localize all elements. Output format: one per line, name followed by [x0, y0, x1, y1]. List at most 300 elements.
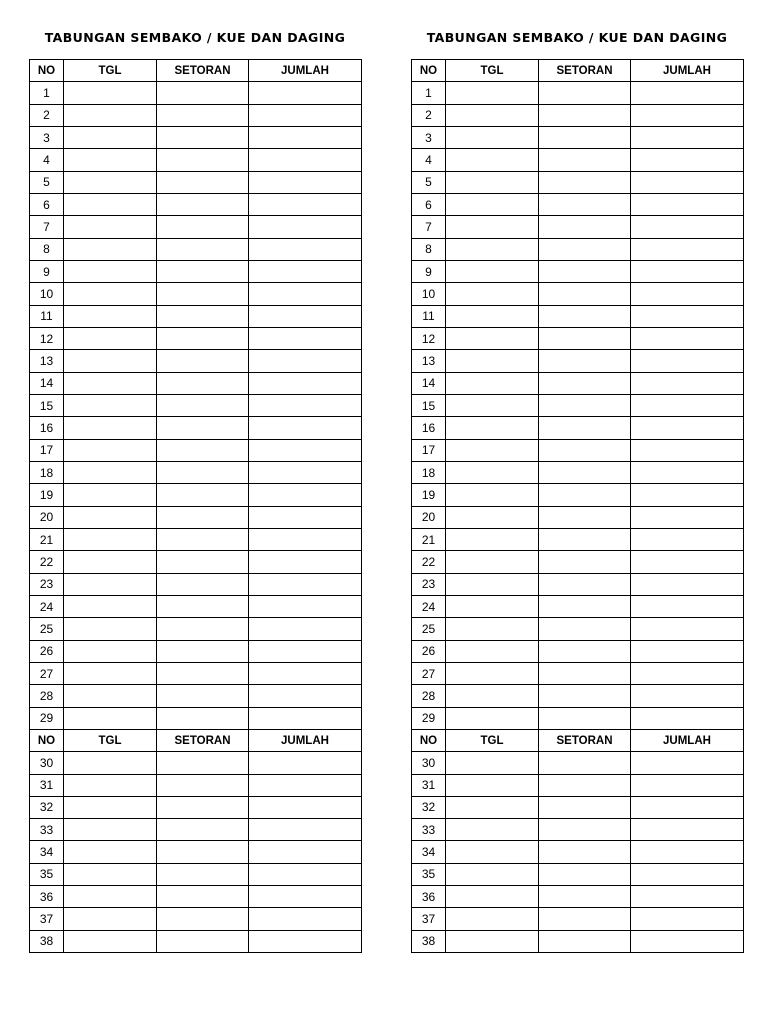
table-row [30, 439, 362, 461]
date-cell[interactable] [64, 82, 157, 104]
deposit-cell[interactable] [539, 506, 631, 528]
date-cell[interactable] [64, 752, 157, 774]
deposit-cell[interactable] [157, 417, 249, 439]
deposit-cell[interactable] [157, 685, 249, 707]
deposit-cell[interactable] [157, 238, 249, 260]
total-cell[interactable] [631, 618, 744, 640]
total-cell[interactable] [631, 640, 744, 662]
table-row [412, 595, 744, 617]
deposit-cell[interactable] [539, 930, 631, 952]
date-cell[interactable] [446, 618, 539, 640]
row-number: 7 [30, 216, 64, 238]
deposit-cell[interactable] [539, 685, 631, 707]
header-jumlah: JUMLAH [631, 729, 744, 751]
row-number: 21 [30, 528, 64, 550]
table-row [30, 506, 362, 528]
total-cell[interactable] [249, 640, 362, 662]
total-cell[interactable] [249, 841, 362, 863]
row-number: 20 [412, 506, 446, 528]
date-cell[interactable] [64, 461, 157, 483]
total-cell[interactable] [249, 863, 362, 885]
total-cell[interactable] [249, 82, 362, 104]
date-cell[interactable] [64, 417, 157, 439]
total-cell[interactable] [249, 283, 362, 305]
deposit-cell[interactable] [539, 528, 631, 550]
table-row [412, 193, 744, 215]
date-cell[interactable] [64, 685, 157, 707]
total-cell[interactable] [249, 238, 362, 260]
row-number: 38 [412, 930, 446, 952]
deposit-cell[interactable] [157, 171, 249, 193]
total-cell[interactable] [631, 283, 744, 305]
total-cell[interactable] [249, 506, 362, 528]
date-cell[interactable] [446, 126, 539, 148]
total-cell[interactable] [631, 908, 744, 930]
row-number: 12 [30, 327, 64, 349]
deposit-cell[interactable] [157, 372, 249, 394]
deposit-cell[interactable] [539, 618, 631, 640]
total-cell[interactable] [631, 238, 744, 260]
deposit-cell[interactable] [157, 461, 249, 483]
deposit-cell[interactable] [157, 528, 249, 550]
total-cell[interactable] [631, 327, 744, 349]
deposit-cell[interactable] [157, 707, 249, 729]
total-cell[interactable] [249, 149, 362, 171]
deposit-cell[interactable] [539, 863, 631, 885]
header-setoran: SETORAN [157, 729, 249, 751]
deposit-cell[interactable] [157, 774, 249, 796]
total-cell[interactable] [631, 149, 744, 171]
date-cell[interactable] [446, 171, 539, 193]
table-row [30, 126, 362, 148]
deposit-cell[interactable] [157, 394, 249, 416]
row-number: 15 [30, 394, 64, 416]
deposit-cell[interactable] [539, 484, 631, 506]
date-cell[interactable] [446, 506, 539, 528]
row-number: 26 [412, 640, 446, 662]
deposit-cell[interactable] [539, 193, 631, 215]
table-row [412, 685, 744, 707]
date-cell[interactable] [446, 640, 539, 662]
total-cell[interactable] [631, 439, 744, 461]
total-cell[interactable] [631, 551, 744, 573]
deposit-cell[interactable] [157, 551, 249, 573]
deposit-cell[interactable] [539, 908, 631, 930]
date-cell[interactable] [446, 707, 539, 729]
table-row [30, 327, 362, 349]
total-cell[interactable] [631, 573, 744, 595]
deposit-cell[interactable] [157, 260, 249, 282]
date-cell[interactable] [64, 819, 157, 841]
deposit-cell[interactable] [157, 439, 249, 461]
date-cell[interactable] [446, 283, 539, 305]
date-cell[interactable] [64, 484, 157, 506]
row-number: 37 [30, 908, 64, 930]
date-cell[interactable] [446, 908, 539, 930]
deposit-cell[interactable] [539, 149, 631, 171]
table-row [30, 350, 362, 372]
date-cell[interactable] [446, 774, 539, 796]
deposit-cell[interactable] [157, 819, 249, 841]
total-cell[interactable] [249, 707, 362, 729]
table-row [412, 930, 744, 952]
total-cell[interactable] [249, 595, 362, 617]
row-number: 28 [412, 685, 446, 707]
deposit-cell[interactable] [539, 774, 631, 796]
header-tgl: TGL [64, 60, 157, 82]
total-cell[interactable] [631, 506, 744, 528]
deposit-cell[interactable] [157, 618, 249, 640]
date-cell[interactable] [446, 372, 539, 394]
total-cell[interactable] [249, 394, 362, 416]
row-number: 10 [30, 283, 64, 305]
row-number: 30 [30, 752, 64, 774]
date-cell[interactable] [64, 618, 157, 640]
total-cell[interactable] [631, 104, 744, 126]
date-cell[interactable] [64, 528, 157, 550]
date-cell[interactable] [64, 640, 157, 662]
date-cell[interactable] [64, 707, 157, 729]
deposit-cell[interactable] [539, 841, 631, 863]
deposit-cell[interactable] [157, 350, 249, 372]
date-cell[interactable] [64, 595, 157, 617]
row-number: 30 [412, 752, 446, 774]
deposit-cell[interactable] [539, 171, 631, 193]
total-cell[interactable] [249, 886, 362, 908]
row-number: 4 [30, 149, 64, 171]
table-row [412, 819, 744, 841]
deposit-cell[interactable] [539, 886, 631, 908]
table-row [30, 171, 362, 193]
deposit-cell[interactable] [157, 283, 249, 305]
total-cell[interactable] [631, 796, 744, 818]
deposit-cell[interactable] [157, 662, 249, 684]
row-number: 24 [30, 595, 64, 617]
table-row [412, 461, 744, 483]
date-cell[interactable] [446, 104, 539, 126]
date-cell[interactable] [446, 461, 539, 483]
deposit-cell[interactable] [157, 595, 249, 617]
deposit-cell[interactable] [157, 908, 249, 930]
deposit-cell[interactable] [539, 216, 631, 238]
table-row [30, 417, 362, 439]
date-cell[interactable] [446, 819, 539, 841]
date-cell[interactable] [64, 506, 157, 528]
total-cell[interactable] [631, 662, 744, 684]
header-jumlah: JUMLAH [249, 729, 362, 751]
date-cell[interactable] [446, 752, 539, 774]
date-cell[interactable] [64, 171, 157, 193]
table-row [30, 528, 362, 550]
date-cell[interactable] [64, 372, 157, 394]
table-row [30, 796, 362, 818]
total-cell[interactable] [631, 461, 744, 483]
total-cell[interactable] [631, 417, 744, 439]
date-cell[interactable] [64, 908, 157, 930]
deposit-cell[interactable] [539, 640, 631, 662]
deposit-cell[interactable] [539, 819, 631, 841]
total-cell[interactable] [631, 372, 744, 394]
date-cell[interactable] [446, 685, 539, 707]
total-cell[interactable] [249, 752, 362, 774]
total-cell[interactable] [249, 819, 362, 841]
date-cell[interactable] [64, 551, 157, 573]
row-number: 14 [412, 372, 446, 394]
table-row [412, 171, 744, 193]
date-cell[interactable] [64, 796, 157, 818]
deposit-cell[interactable] [157, 640, 249, 662]
date-cell[interactable] [446, 573, 539, 595]
deposit-cell[interactable] [539, 82, 631, 104]
deposit-cell[interactable] [157, 863, 249, 885]
total-cell[interactable] [249, 796, 362, 818]
header-no: NO [30, 729, 64, 751]
date-cell[interactable] [64, 930, 157, 952]
total-cell[interactable] [249, 685, 362, 707]
total-cell[interactable] [631, 484, 744, 506]
deposit-cell[interactable] [157, 752, 249, 774]
total-cell[interactable] [631, 82, 744, 104]
deposit-cell[interactable] [539, 327, 631, 349]
deposit-cell[interactable] [157, 104, 249, 126]
total-cell[interactable] [631, 774, 744, 796]
row-number: 17 [30, 439, 64, 461]
row-number: 14 [30, 372, 64, 394]
deposit-cell[interactable] [539, 461, 631, 483]
table-row [412, 551, 744, 573]
total-cell[interactable] [631, 685, 744, 707]
deposit-cell[interactable] [539, 573, 631, 595]
deposit-cell[interactable] [539, 796, 631, 818]
total-cell[interactable] [249, 528, 362, 550]
date-cell[interactable] [64, 662, 157, 684]
row-number: 35 [412, 863, 446, 885]
date-cell[interactable] [64, 238, 157, 260]
date-cell[interactable] [446, 528, 539, 550]
deposit-cell[interactable] [157, 484, 249, 506]
deposit-cell[interactable] [539, 595, 631, 617]
deposit-cell[interactable] [539, 350, 631, 372]
row-number: 5 [30, 171, 64, 193]
table-header-row [412, 60, 744, 82]
total-cell[interactable] [631, 171, 744, 193]
deposit-cell[interactable] [539, 238, 631, 260]
deposit-cell[interactable] [539, 662, 631, 684]
row-number: 8 [30, 238, 64, 260]
total-cell[interactable] [249, 126, 362, 148]
date-cell[interactable] [446, 930, 539, 952]
total-cell[interactable] [249, 193, 362, 215]
total-cell[interactable] [249, 104, 362, 126]
deposit-cell[interactable] [157, 930, 249, 952]
date-cell[interactable] [64, 350, 157, 372]
date-cell[interactable] [446, 238, 539, 260]
date-cell[interactable] [64, 573, 157, 595]
date-cell[interactable] [64, 863, 157, 885]
row-number: 9 [412, 260, 446, 282]
table-row [30, 685, 362, 707]
deposit-cell[interactable] [539, 372, 631, 394]
total-cell[interactable] [249, 417, 362, 439]
table-row [30, 260, 362, 282]
total-cell[interactable] [631, 528, 744, 550]
deposit-cell[interactable] [539, 394, 631, 416]
total-cell[interactable] [249, 930, 362, 952]
total-cell[interactable] [249, 484, 362, 506]
deposit-cell[interactable] [539, 260, 631, 282]
date-cell[interactable] [446, 216, 539, 238]
total-cell[interactable] [249, 327, 362, 349]
date-cell[interactable] [446, 82, 539, 104]
deposit-cell[interactable] [157, 841, 249, 863]
total-cell[interactable] [249, 551, 362, 573]
deposit-cell[interactable] [157, 216, 249, 238]
deposit-cell[interactable] [539, 752, 631, 774]
date-cell[interactable] [446, 662, 539, 684]
total-cell[interactable] [249, 439, 362, 461]
row-number: 21 [412, 528, 446, 550]
date-cell[interactable] [446, 551, 539, 573]
date-cell[interactable] [64, 216, 157, 238]
table-row [412, 618, 744, 640]
date-cell[interactable] [64, 841, 157, 863]
date-cell[interactable] [446, 305, 539, 327]
total-cell[interactable] [631, 930, 744, 952]
row-number: 27 [412, 662, 446, 684]
total-cell[interactable] [249, 461, 362, 483]
date-cell[interactable] [64, 327, 157, 349]
table-row [412, 350, 744, 372]
table-row [412, 149, 744, 171]
date-cell[interactable] [446, 260, 539, 282]
deposit-cell[interactable] [539, 551, 631, 573]
date-cell[interactable] [64, 394, 157, 416]
table-header-row [30, 729, 362, 751]
deposit-cell[interactable] [157, 327, 249, 349]
total-cell[interactable] [631, 752, 744, 774]
total-cell[interactable] [249, 774, 362, 796]
table-row [412, 216, 744, 238]
total-cell[interactable] [631, 863, 744, 885]
date-cell[interactable] [64, 439, 157, 461]
row-number: 26 [30, 640, 64, 662]
deposit-cell[interactable] [157, 506, 249, 528]
total-cell[interactable] [249, 618, 362, 640]
total-cell[interactable] [631, 126, 744, 148]
date-cell[interactable] [446, 394, 539, 416]
row-number: 18 [412, 461, 446, 483]
date-cell[interactable] [446, 484, 539, 506]
row-number: 31 [30, 774, 64, 796]
deposit-cell[interactable] [157, 305, 249, 327]
date-cell[interactable] [64, 104, 157, 126]
date-cell[interactable] [64, 283, 157, 305]
row-number: 32 [30, 796, 64, 818]
date-cell[interactable] [64, 149, 157, 171]
deposit-cell[interactable] [157, 149, 249, 171]
table-row [412, 82, 744, 104]
table-row [412, 439, 744, 461]
date-cell[interactable] [64, 193, 157, 215]
header-tgl: TGL [446, 729, 539, 751]
row-number: 2 [412, 104, 446, 126]
total-cell[interactable] [631, 394, 744, 416]
deposit-cell[interactable] [157, 886, 249, 908]
total-cell[interactable] [631, 819, 744, 841]
deposit-cell[interactable] [539, 439, 631, 461]
date-cell[interactable] [446, 149, 539, 171]
date-cell[interactable] [446, 796, 539, 818]
total-cell[interactable] [631, 841, 744, 863]
row-number: 3 [30, 126, 64, 148]
total-cell[interactable] [249, 305, 362, 327]
total-cell[interactable] [249, 171, 362, 193]
date-cell[interactable] [64, 774, 157, 796]
total-cell[interactable] [631, 707, 744, 729]
row-number: 25 [30, 618, 64, 640]
date-cell[interactable] [446, 327, 539, 349]
date-cell[interactable] [446, 350, 539, 372]
total-cell[interactable] [631, 886, 744, 908]
total-cell[interactable] [631, 216, 744, 238]
table-row [30, 82, 362, 104]
total-cell[interactable] [249, 908, 362, 930]
table-row [412, 417, 744, 439]
total-cell[interactable] [631, 595, 744, 617]
date-cell[interactable] [64, 260, 157, 282]
total-cell[interactable] [631, 260, 744, 282]
header-jumlah: JUMLAH [631, 60, 744, 82]
total-cell[interactable] [249, 350, 362, 372]
date-cell[interactable] [446, 595, 539, 617]
total-cell[interactable] [249, 372, 362, 394]
deposit-cell[interactable] [539, 126, 631, 148]
deposit-cell[interactable] [157, 126, 249, 148]
date-cell[interactable] [446, 439, 539, 461]
deposit-cell[interactable] [539, 305, 631, 327]
date-cell[interactable] [446, 886, 539, 908]
total-cell[interactable] [631, 193, 744, 215]
header-no: NO [30, 60, 64, 82]
row-number: 18 [30, 461, 64, 483]
date-cell[interactable] [446, 841, 539, 863]
date-cell[interactable] [446, 863, 539, 885]
date-cell[interactable] [64, 126, 157, 148]
date-cell[interactable] [64, 305, 157, 327]
date-cell[interactable] [446, 193, 539, 215]
deposit-cell[interactable] [157, 82, 249, 104]
row-number: 4 [412, 149, 446, 171]
total-cell[interactable] [631, 305, 744, 327]
total-cell[interactable] [249, 662, 362, 684]
table-row [412, 908, 744, 930]
table-row [30, 819, 362, 841]
date-cell[interactable] [64, 886, 157, 908]
row-number: 1 [412, 82, 446, 104]
deposit-cell[interactable] [539, 707, 631, 729]
date-cell[interactable] [446, 417, 539, 439]
total-cell[interactable] [249, 573, 362, 595]
total-cell[interactable] [631, 350, 744, 372]
deposit-cell[interactable] [539, 104, 631, 126]
total-cell[interactable] [249, 260, 362, 282]
deposit-cell[interactable] [157, 573, 249, 595]
total-cell[interactable] [249, 216, 362, 238]
deposit-cell[interactable] [539, 283, 631, 305]
deposit-cell[interactable] [539, 417, 631, 439]
deposit-cell[interactable] [157, 193, 249, 215]
deposit-cell[interactable] [157, 796, 249, 818]
